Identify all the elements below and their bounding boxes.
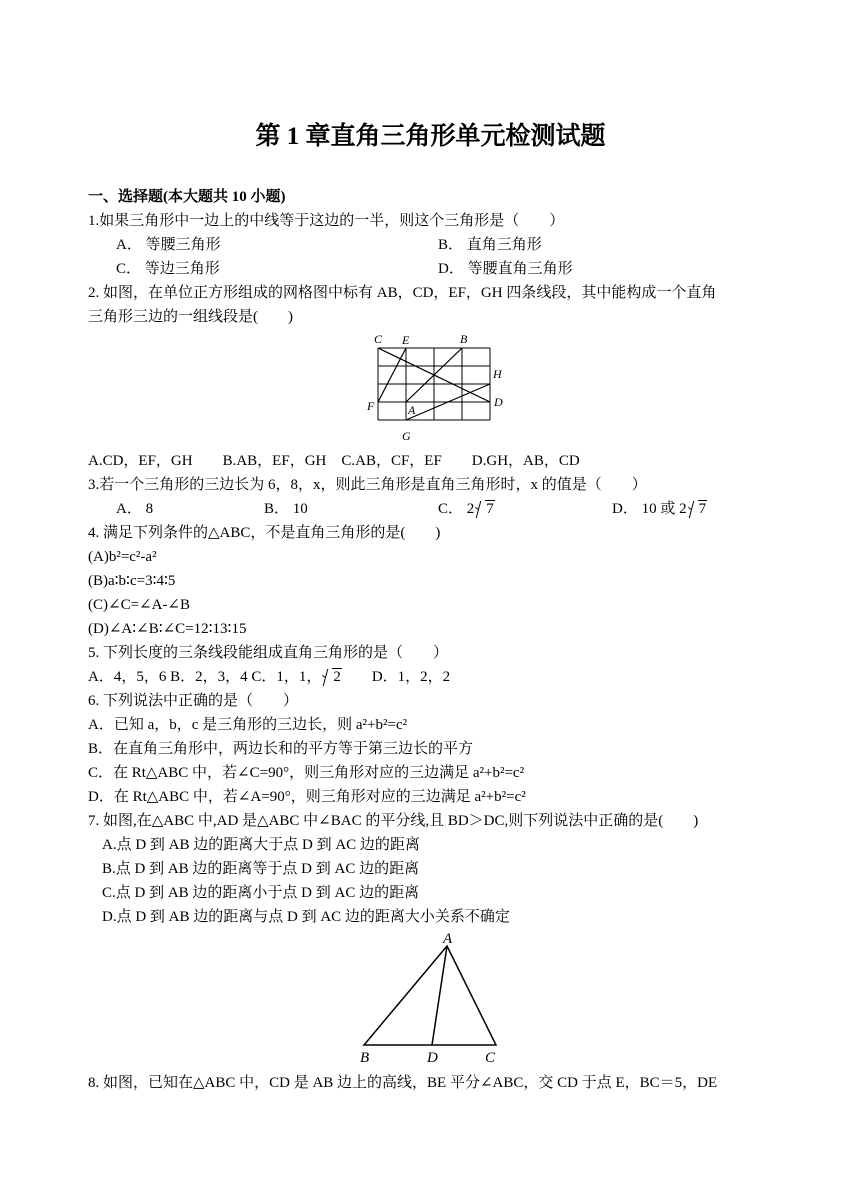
grid-label-g: G (402, 429, 411, 443)
grid-label-c: C (374, 332, 383, 346)
question-5-stem: 5. 下列长度的三条线段能组成直角三角形的是（ ） (88, 645, 449, 661)
grid-label-f: F (367, 399, 375, 413)
question-1-option-a: A． 等腰三角形 (116, 237, 221, 253)
question-4-option-b: (B)a∶b∶c=3∶4∶5 (88, 573, 176, 589)
question-6-option-b: B．在直角三角形中，两边长和的平方等于第三边长的平方 (88, 741, 474, 757)
section-heading: 一、选择题(本大题共 10 小题) (88, 189, 286, 205)
question-2-stem-line-1: 2. 如图，在单位正方形组成的网格图中标有 AB，CD，EF，GH 四条线段，其中能构成一个直角 (88, 285, 717, 301)
question-4-option-a: (A)b²=c²-a² (88, 549, 157, 565)
triangle-label-c: C (485, 1050, 496, 1066)
question-6-option-a: A．已知 a，b，c 是三角形的三边长，则 a²+b²=c² (88, 717, 408, 733)
sqrt-symbol: 7 (475, 500, 495, 518)
question-3-option-c: C． 2 7 (438, 501, 494, 517)
grid-label-b: B (460, 332, 468, 346)
sqrt-symbol: 2 (322, 668, 342, 686)
question-2-stem-line-2: 三角形三边的一组线段是( ) (88, 309, 293, 325)
grid-figure (360, 328, 520, 448)
question-7-option-a: A.点 D 到 AB 边的距离大于点 D 到 AC 边的距离 (102, 837, 420, 853)
question-6-option-d: D．在 Rt△ABC 中，若∠A=90°，则三角形对应的三边满足 a²+b²=c² (88, 789, 526, 805)
page-title: 第 1 章直角三角形单元检测试题 (255, 123, 606, 150)
triangle-label-d: D (427, 1050, 438, 1066)
question-2-options: A.CD，EF，GH B.AB，EF，GH C.AB，CF，EF D.GH，AB，CD (88, 453, 580, 469)
question-1-option-b: B． 直角三角形 (438, 237, 542, 253)
grid-label-d: D (494, 395, 503, 409)
question-6-option-c: C．在 Rt△ABC 中，若∠C=90°，则三角形对应的三边满足 a²+b²=c² (88, 765, 525, 781)
grid-label-h: H (493, 367, 502, 381)
triangle-abc (364, 946, 496, 1045)
grid-label-a: A (408, 403, 416, 417)
question-8-stem: 8. 如图，已知在△ABC 中，CD 是 AB 边上的高线，BE 平分∠ABC，交 CD 于点 E，BC＝5，DE (88, 1075, 718, 1091)
question-7-option-b: B.点 D 到 AB 边的距离等于点 D 到 AC 边的距离 (102, 861, 420, 877)
question-7-option-c: C.点 D 到 AB 边的距离小于点 D 到 AC 边的距离 (102, 885, 420, 901)
triangle-label-a: A (443, 931, 453, 947)
triangle-label-b: B (360, 1050, 370, 1066)
question-4-stem: 4. 满足下列条件的△ABC，不是直角三角形的是( ) (88, 525, 441, 541)
question-7-stem: 7. 如图,在△ABC 中,AD 是△ABC 中∠BAC 的平分线,且 BD＞DC,则下列说法中正确的是( ) (88, 813, 699, 829)
question-3-option-b: B． 10 (264, 501, 308, 517)
question-5-options: A．4，5，6 B．2，3，4 C．1，1， 2 D．1，2，2 (88, 669, 451, 685)
question-7-option-d: D.点 D 到 AB 边的距离与点 D 到 AC 边的距离大小关系不确定 (102, 909, 510, 925)
grid-lines (378, 348, 490, 420)
question-3-option-a: A． 8 (116, 501, 154, 517)
question-3-option-d: D． 10 或 2 7 (612, 501, 707, 517)
triangle-figure (352, 928, 512, 1068)
question-4-option-d: (D)∠A∶∠B∶∠C=12∶13∶15 (88, 621, 247, 637)
question-1-stem: 1.如果三角形中一边上的中线等于这边的一半，则这个三角形是（ ） (88, 213, 565, 229)
sqrt-symbol: 7 (688, 500, 708, 518)
question-1-option-c: C． 等边三角形 (116, 261, 220, 277)
question-1-option-d: D． 等腰直角三角形 (438, 261, 573, 277)
question-6-stem: 6. 下列说法中正确的是（ ） (88, 693, 299, 709)
question-4-option-c: (C)∠C=∠A-∠B (88, 597, 190, 613)
grid-label-e: E (402, 333, 410, 347)
segment-ef (378, 348, 406, 402)
question-3-stem: 3.若一个三角形的三边长为 6，8，x，则此三角形是直角三角形时，x 的值是（ ） (88, 477, 647, 493)
